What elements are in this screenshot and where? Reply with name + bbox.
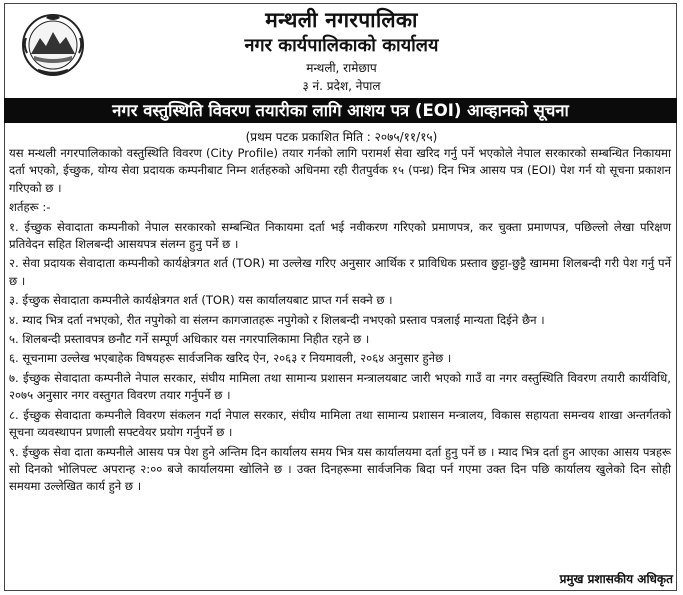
condition-item: ७. ईच्छुक सेवादाता कम्पनीले नेपाल सरकार, संघीय मामिला तथा सामान्य प्रशासन मन्त्रालयबाट जारी भएको गाउँ वा नगर वस्तुस्थिति विवरण तयारी कार्यविधि, २०७५ अनुसार नगर वस्तुगत विवरण तयार गर्नुपर्ने छ । xyxy=(9,370,671,403)
condition-item: ९. ईच्छुक सेवा दाता कम्पनीले आसय पत्र पेश हुने अन्तिम दिन कार्यालय समय भित्र यस कार्यालयमा दर्ता हुनु पर्ने छ । म्याद भित्र दर्ता हुन आएका आसय पत्रहरू सो दिनको भोलिपल्ट अपरान्ह २:०० बजे कार्यालयमा खोलिने छ । उक्त दिनहरूमा सार्वजनिक बिदा पर्न गएमा उक्त दिन पछि कार्यालय खुलेको दिन सोही समयमा उल्लेखित कार्य हुने छ । xyxy=(9,444,671,494)
condition-item: ५. शिलबन्दी प्रस्तावपत्र छनौट गर्ने सम्पूर्ण अधिकार यस नगरपालिकामा निहीत रहने छ । xyxy=(9,332,370,347)
intro-paragraph: यस मन्थली नगरपालिकाको वस्तुस्थिति विवरण (City Profile) तयार गर्नको लागि परामर्श सेवा खरिद गर्नु पर्ने भएकोले नेपाल सरकारको सम्बन्धित निकायमा दर्ता भएको, ईच्छुक, योग्य सेवा प्रदायक कम्पनीबाट निम्न शर्तहरुको अधिनमा रही रीतपुर्वक १५ (पन्ध्र) दिन भित्र आसय पत्र (EOI) पेश गर्न यो सूचना प्रकाशन गरिएको छ । xyxy=(9,146,671,195)
office-name: नगर कार्यपालिकाको कार्यालय xyxy=(244,35,439,56)
condition-item: १. ईच्छुक सेवादाता कम्पनीको नेपाल सरकारको सम्बन्धित निकायमा दर्ता भई नवीकरण गरिएको प्रमाणपत्र, कर चुक्ता प्रमाणपत्र, पछिल्लो लेखा परिक्षण प्रतिवेदन सहित शिलबन्दी आसयपत्र संलग्न हुनु पर्ने छ । xyxy=(9,219,671,252)
organization-name: मन्थली नगरपालिका xyxy=(265,8,418,32)
notice-body xyxy=(9,145,671,498)
published-date: (प्रथम पटक प्रकाशित मिति : २०७५/११/१५) xyxy=(245,130,438,144)
condition-item: ४. म्याद भित्र दर्ता नभएको, रीत नपुगेको वा संलग्न कागजातहरू नपुगेको र शिलबन्दी नभएको प्रस्ताव पत्रलाई मान्यता दिईने छैन । xyxy=(9,312,545,327)
condition-item: २. सेवा प्रदायक सेवादाता कम्पनीको कार्यक्षेत्रगत शर्त (TOR) मा उल्लेख गरिए अनुसार आर्थिक र प्राविधिक प्रस्ताव छुट्टा-छुट्टै खाममा शिलबन्दी गरी पेश गर्नु पर्ने छ । xyxy=(9,256,671,288)
address-line-2: ३ नं. प्रदेश, नेपाल xyxy=(302,79,381,93)
conditions-list xyxy=(9,219,671,496)
signatory: प्रमुख प्रशासकीय अधिकृत xyxy=(559,572,673,586)
condition-item: ८. ईच्छुक सेवादाता कम्पनीले विवरण संकलन गर्दा नेपाल सरकार, संघीय मामिला तथा सामान्य प्रशासन मन्त्रालय, विकास सहायता समन्वय शाखा अन्तर्गतको सूचना व्यवस्थापन प्रणाली सफ्टवेयर प्रयोग गर्नुपर्ने छ । xyxy=(9,407,671,440)
condition-item: ६. सूचनामा उल्लेख भएबाहेक विषयहरू सार्वजनिक खरिद ऐन, २०६३ र नियमावली, २०६४ अनुसार हुनेछ । xyxy=(9,351,452,366)
condition-item: ३. ईच्छुक सेवादाता कम्पनीले कार्यक्षेत्रगत शर्त (TOR) यस कार्यालयबाट प्राप्त गर्न सक्ने छ । xyxy=(9,293,393,308)
notice-title: नगर वस्तुस्थिति विवरण तयारीका लागि आशय पत्र (EOI) आव्हानको सूचना xyxy=(4,98,677,123)
address-line-1: मन्थली, रामेछाप xyxy=(306,61,377,75)
conditions-heading: शर्तहरू :- xyxy=(9,200,51,215)
